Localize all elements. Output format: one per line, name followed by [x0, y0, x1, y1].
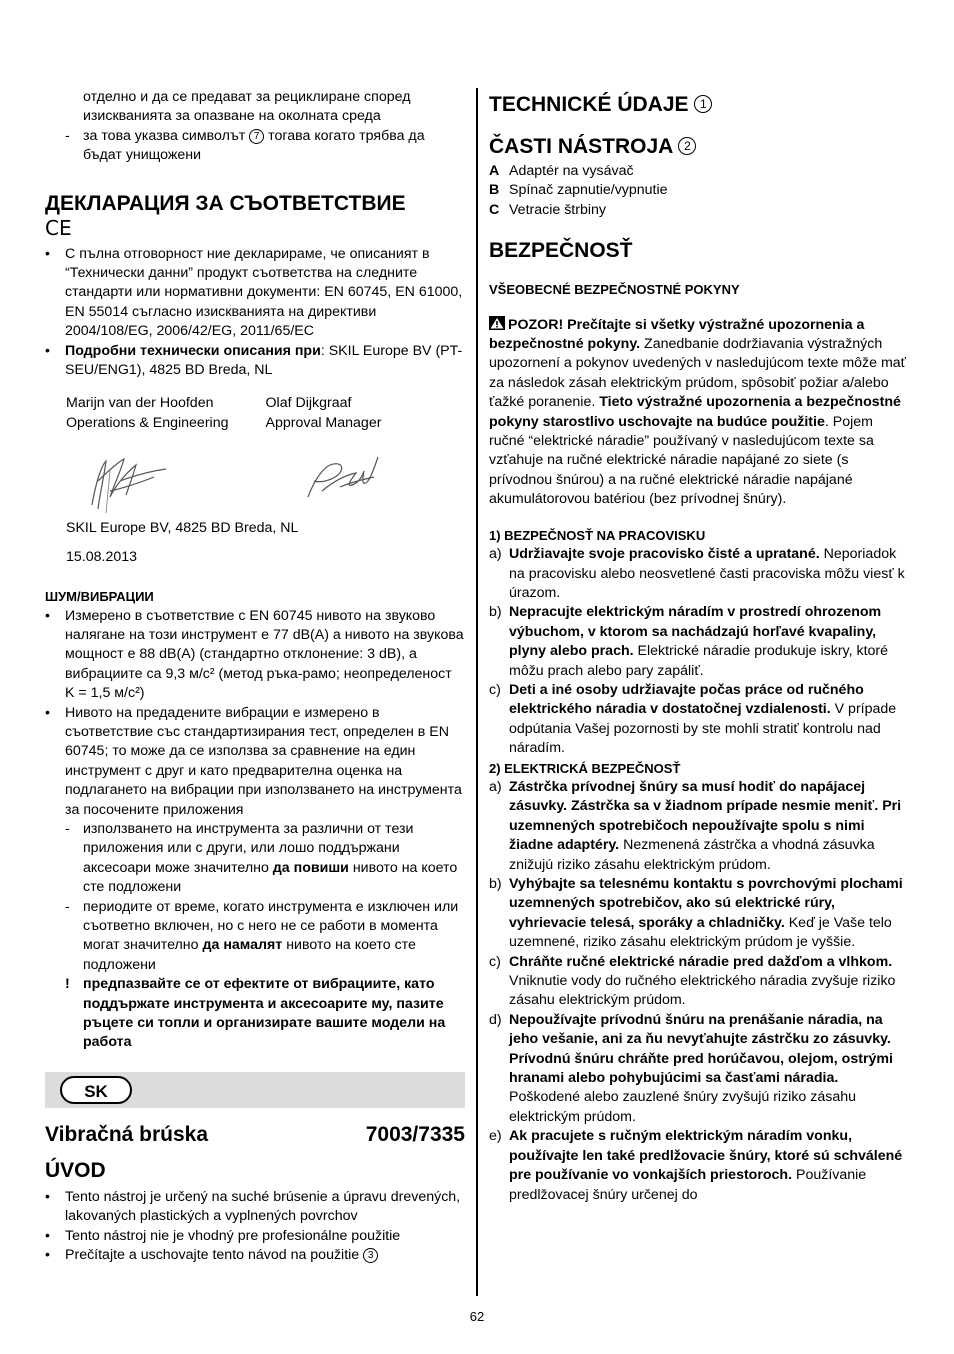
list-item: • Подробни технически описания при: SKIL Europe BV (PT-SEU/ENG1), 4825 BD Breda, NL	[45, 342, 463, 379]
dash-marker: -	[65, 127, 70, 144]
language-bar	[45, 1072, 465, 1108]
warning-icon	[489, 316, 505, 330]
list-item: • С пълна отговорност ние декларираме, че описаният в “Технически данни” продукт съответства на следните стандарти или нормативни документи: EN 60745, EN 61000, EN 55014 съгласно изискванията на директиви 2004/108/EG, 2006/42/EG, 2011/65/EC	[45, 245, 463, 340]
list-item: d) Nepoužívajte prívodnú šnúru na prenášanie náradia, na jeho vešanie, ani za ňu nevyťahujte zástrčku zo zásuvky. Prívodnú šnúru chráňte pred horúčavou, olejom, ostrými hranami alebo pohybujúcimi sa časťami náradia. Poškodené alebo zauzlené šnúry zvyšujú riziko zásahu elektrickým prúdom.	[489, 1011, 893, 1125]
general-safety-title: VŠEOBECNÉ BEZPEČNOSTNÉ POKYNY	[489, 282, 740, 298]
ref-number-3: 3	[363, 1248, 378, 1263]
list-item: • Tento nástroj nie je vhodný pre profesionálne použitie	[45, 1227, 401, 1244]
ref-number-1: 1	[694, 95, 712, 113]
parts-title: ČASTI NÁSTROJA 2	[489, 134, 907, 160]
parts-list	[489, 162, 907, 220]
list-item: • Измерено в съответствие с EN 60745 нивото на звуково налягане на този инструмент е 77 dB(A) а нивото на звукова мощност е 88 dB(A) (стандартно отклонение: 3 dB), а вибрациите са 9,3 м/с² (метод ръка-рамо; неопределеност K = 1,5 м/с²)	[45, 607, 464, 702]
left-column	[45, 88, 465, 1053]
declaration-list	[45, 245, 465, 381]
declaration-title: ДЕКЛАРАЦИЯ ЗА СЪОТВЕТСТВИЕ	[45, 191, 406, 215]
ce-mark: CE	[45, 215, 72, 240]
product-model: 7003/7335	[365, 1123, 465, 1146]
safety-title: BEZPEČNOSŤ	[489, 239, 633, 263]
list-item: ! предпазвайте се от ефектите от вибрациите, като поддържате инструмента и аксесоарите му, пазите ръцете си топли и организирате вашите модели на работа	[65, 976, 446, 1051]
list-item: c) Deti a iné osoby udržiavajte počas práce od ručného elektrického náradia v dostatočnej vzdialenosti. V prípade odpútania Vašej pozornosti by ste mohli stratiť kontrolu nad náradím.	[489, 681, 897, 757]
list-item: • Tento nástroj je určený na suché brúsenie a úpravu drevených, lakovaných plastických a vyplnených povrchov	[45, 1189, 461, 1225]
page-number: 62	[469, 1309, 485, 1324]
tech-data-title: TECHNICKÉ ÚDAJE 1	[489, 92, 907, 118]
list-item: A Adaptér na vysávač	[489, 163, 634, 179]
workplace-safety-list	[489, 545, 907, 758]
signature-image	[300, 451, 460, 513]
intro-bullets	[45, 1188, 465, 1266]
company-address: SKIL Europe BV, 4825 BD Breda, NL	[66, 520, 299, 537]
right-column	[489, 92, 907, 1205]
noise-title: ШУМ/ВИБРАЦИИ	[45, 589, 154, 605]
list-item: отделно и да се предават за рециклиране според изискванията за опазване на околната среда	[83, 89, 411, 125]
list-item: a) Zástrčka prívodnej šnúry sa musí hodiť do napájacej zásuvky. Zástrčka sa v žiadnom prípade nesmie meniť. Pri uzemnených spotrebičoch nepoužívajte spolu s nimi žiadne adaptéry. Nezmenená zástrčka a vhodná zásuvka znižujú riziko zásahu elektrickým prúdom.	[489, 778, 902, 873]
signer-name: Marijn van der Hoofden	[66, 395, 214, 412]
product-name: Vibračná brúska	[45, 1123, 209, 1146]
declaration-date: 15.08.2013	[66, 548, 138, 565]
signature-image	[80, 451, 300, 513]
ref-number-2: 2	[678, 137, 696, 155]
list-item: e) Ak pracujete s ručným elektrickým náradím vonku, používajte len také predlžovacie šnúry, ktoré sú schválené pre používanie vo vonkajších priestoroch. Používanie predlžovacej šnúry určenej do	[489, 1128, 903, 1203]
noise-sublist	[45, 820, 465, 1053]
list-item: b) Vyhýbajte sa telesnému kontaktu s povrchovými plochami uzemnených spotrebičov, ako sú elektrické rúry, vyhrievacie telesá, sporáky a chladničky. Keď je Vaše telo uzemnené, riziko zásahu elektrickým prúdom je vyššie.	[489, 876, 903, 951]
list-item: - периодите от време, когато инструмента е изключен или съответно включен, но с него не се работи в момента могат значително да намалят нивото на което сте подложени	[65, 898, 459, 973]
list-item: c) Chráňte ručné elektrické náradie pred dažďom a vlhkom. Vniknutie vody do ručného elektrického náradia zvyšuje riziko zásahu elektrickým prúdom.	[489, 953, 896, 1009]
noise-list	[45, 607, 465, 1053]
list-item: b) Nepracujte elektrickým náradím v prostredí ohrozenom výbuchom, v ktorom sa nachádzajú horľavé kvapaliny, plyny alebo prach. Elektrické náradie produkuje iskry, ktoré môžu prach alebo pary zapáliť.	[489, 604, 889, 679]
list-item: a) Udržiavajte svoje pracovisko čisté a upratané. Neporiadok na pracovisku alebo neosvetlené časti pracoviska môžu viesť k úrazom.	[489, 546, 905, 601]
signer-role: Approval Manager	[265, 414, 382, 431]
product-title	[45, 1122, 465, 1148]
signer-name: Olaf Dijkgraaf	[265, 395, 352, 412]
ref-number-7: 7	[249, 129, 264, 144]
sk-section	[45, 1122, 465, 1266]
list-item: - използването на инструмента за различни от тези приложения или с други, или лошо поддържани аксесоари може значително да повиши нивото на което сте подложени	[65, 820, 458, 896]
warning-paragraph: POZOR! Prečítajte si všetky výstražné upozornenia a bezpečnostné pokyny. Zanedbanie dodržiavania výstražných upozornení a pokynov uvedených v nasledujúcom texte môže mať za následok zásah elektrickým prúdom, spôsobiť požiar a/alebo ťažké poranenie. Tieto výstražné upozornenia a bezpečnostné pokyny starostlivo uschovajte na budúce použitie. Pojem ručné “elektrické náradie” používaný v nasledujúcom texte sa vzťahuje na ručné elektrické náradie napájané zo siete (s prívodnou šnúrou) a na ručné elektrické náradie napájané akumulátorovou batériou (bez prívodnej šnúry).	[489, 316, 907, 508]
intro-title: ÚVOD	[45, 1159, 106, 1182]
signatories	[66, 394, 465, 433]
workplace-safety-title: 1) BEZPEČNOSŤ NA PRACOVISKU	[489, 527, 706, 543]
signer-role: Operations & Engineering	[66, 414, 229, 431]
intro-list	[65, 88, 465, 166]
list-item: • Нивото на предадените вибрации е измерено в съответствие със стандартизирания тест, определен в EN 60745; то може да се използва за сравнение на един инструмент с друг и като предварителна оценка на подлагането на вибрации при използването на инструмента за посочените приложения - използването на инструмента за различни от тези приложения или с други, или лошо поддържани аксесоари може значително да повиши нивото на което сте подложени - периодите от време, когато инструмента е изключен или съответно включен, но с него не се работи в момента могат значително да намалят нивото на което сте подложени ! предпазвайте се от ефектите от вибрациите, като поддържате инструмента и аксесоарите му, пазите ръцете си топли и организирате вашите модели на работа	[45, 704, 465, 1053]
column-divider	[476, 88, 478, 1296]
list-item: - за това указва символът 7 тогава когато трябва да бъдат унищожени	[65, 127, 425, 164]
list-item: • Prečítajte a uschovajte tento návod na použitie 3	[45, 1246, 465, 1265]
electrical-safety-list	[489, 778, 907, 1205]
language-badge: SK	[60, 1076, 132, 1104]
list-item: C Vetracie štrbiny	[489, 201, 606, 218]
list-item: B Spínač zapnutie/vypnutie	[489, 182, 668, 199]
signatures	[80, 451, 465, 521]
electrical-safety-title: 2) ELEKTRICKÁ BEZPEČNOSŤ	[489, 760, 681, 776]
